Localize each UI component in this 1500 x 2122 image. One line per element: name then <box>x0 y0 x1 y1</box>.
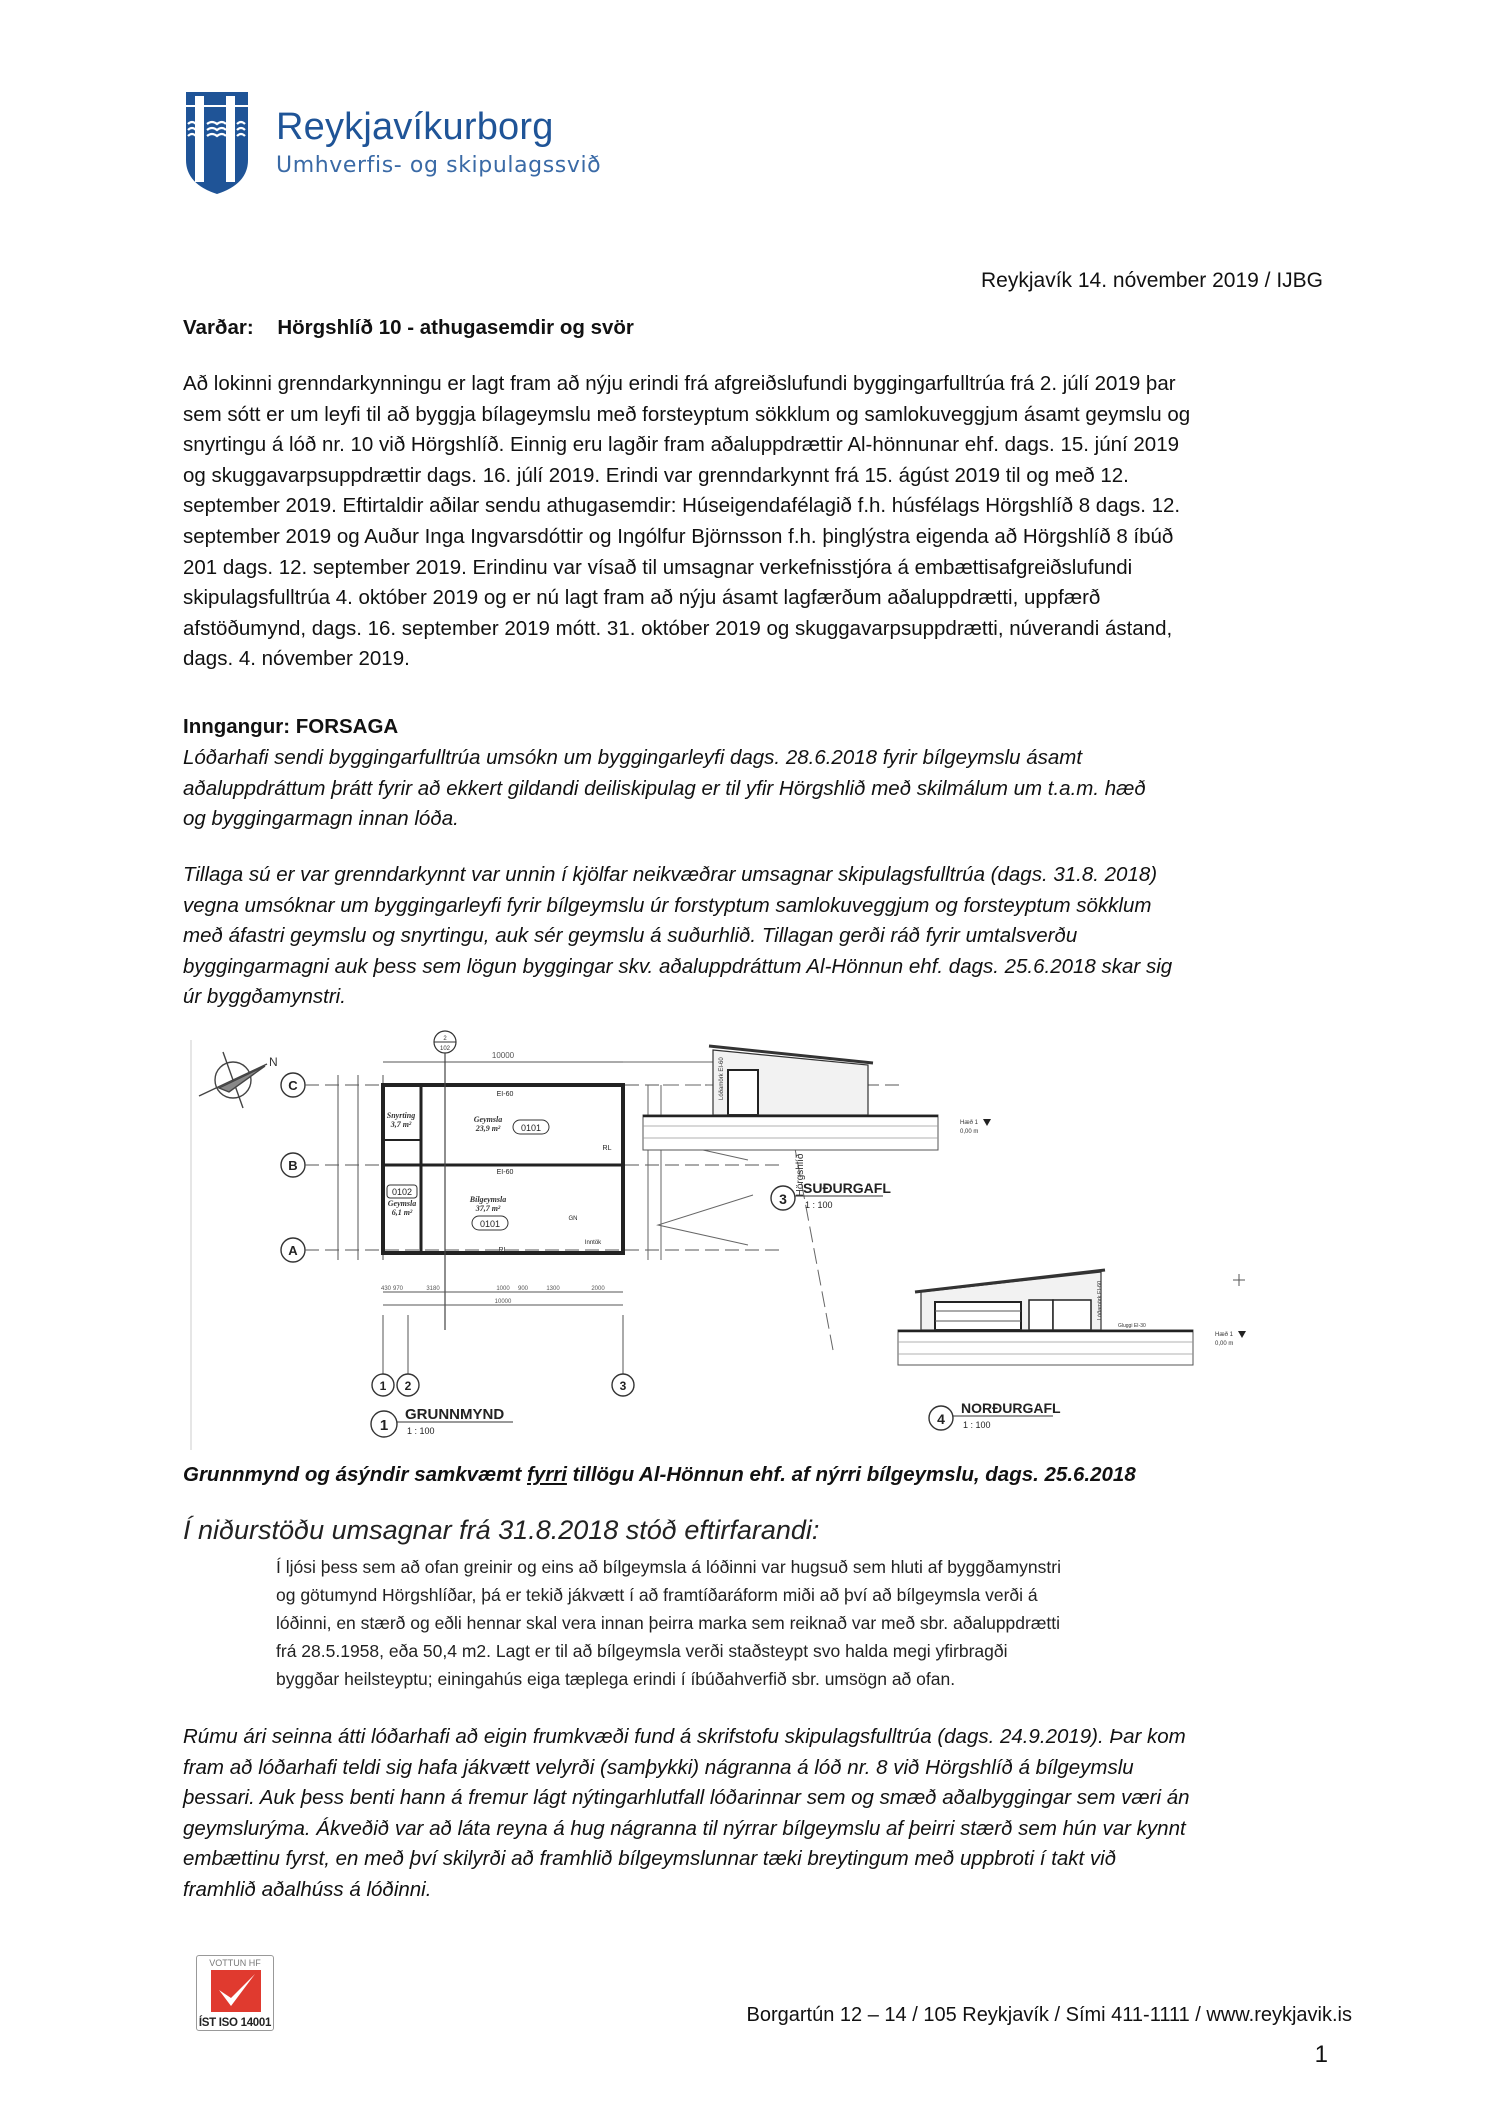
date-line: Reykjavík 14. nóvember 2019 / IJBG <box>981 269 1323 292</box>
svg-text:10000: 10000 <box>491 1051 515 1060</box>
subject-line <box>183 313 634 344</box>
svg-text:37,7 m²: 37,7 m² <box>475 1204 501 1213</box>
department-name: Umhverfis- og skipulagssvið <box>276 153 602 178</box>
svg-text:4: 4 <box>937 1411 945 1427</box>
followup-paragraph <box>183 1722 1328 1906</box>
svg-text:0,00 m: 0,00 m <box>960 1129 979 1135</box>
svg-text:Lóðamörk EI-60: Lóðamörk EI-60 <box>719 1057 725 1100</box>
svg-text:2000: 2000 <box>591 1286 605 1292</box>
svg-text:NORÐURGAFL: NORÐURGAFL <box>961 1400 1061 1416</box>
svg-text:Hæð 1: Hæð 1 <box>1215 1332 1234 1338</box>
checkmark-icon <box>211 1970 261 2012</box>
svg-text:EI-60: EI-60 <box>496 1169 514 1176</box>
svg-text:GRUNNMYND: GRUNNMYND <box>405 1406 505 1423</box>
svg-text:10000: 10000 <box>494 1299 512 1305</box>
svg-text:1: 1 <box>379 1417 389 1434</box>
svg-text:23,9 m²: 23,9 m² <box>475 1124 501 1133</box>
svg-text:970: 970 <box>392 1286 404 1292</box>
svg-text:RL: RL <box>602 1145 612 1152</box>
svg-text:1 : 100: 1 : 100 <box>963 1420 991 1430</box>
svg-text:1 : 100: 1 : 100 <box>407 1426 435 1436</box>
text-line: skipulagsfulltrúa 4. október 2019 og er nú lagt fram að nýju ásamt lagfærðum aðaluppdrætti, uppfærð <box>183 586 1101 610</box>
text-line: og skuggavarpsuppdrættir dags. 16. júlí 2019. Erindi var grenndarkynnt frá 15. ágúst 2019 til og með 12. <box>183 463 1129 487</box>
svg-text:6,1 m²: 6,1 m² <box>391 1208 413 1217</box>
svg-text:1000: 1000 <box>496 1286 510 1292</box>
cert-standard: ÍST ISO 14001 <box>198 2017 272 2029</box>
text-line: embættinu fyrst, en með því skilyrði að framhlið bílgeymslunnar tæki breytingum með uppbroti í takt við <box>183 1847 1117 1871</box>
svg-text:B: B <box>288 1158 298 1173</box>
page-number: 1 <box>1314 2041 1328 2068</box>
text-line: snyrtingu á lóð nr. 10 við Hörgshlíð. Einnig eru lagðir fram aðaluppdrættir Al-hönnunar ehf. dags. 15. júní 2019 <box>183 433 1179 457</box>
text-line: og byggingarmagn innan lóða. <box>183 807 459 831</box>
svg-text:0,00 m: 0,00 m <box>1215 1341 1234 1347</box>
text-line: september 2019 og Auður Inga Ingvarsdóttir og Ingólfur Björnsson f.h. þinglýstra eigenda að Hörgshlíð 8 íbúð <box>183 524 1174 548</box>
svg-text:0102: 0102 <box>391 1187 413 1197</box>
text-line: Rúmu ári seinna átti lóðarhafi að eigin frumkvæði fund á skrifstofu skipulagsfulltrúa (dags. 24.9.2019). Þar kom <box>183 1725 1186 1748</box>
svg-text:Gluggi EI-30: Gluggi EI-30 <box>1118 1323 1146 1329</box>
intro-paragraph <box>183 369 1328 675</box>
svg-text:Hörgshlíð: Hörgshlíð <box>795 1153 806 1197</box>
drawing-caption <box>183 1460 1136 1491</box>
header-logo <box>184 90 601 196</box>
caption-underlined: fyrri <box>527 1463 567 1486</box>
text-line: fram að lóðarhafi teldi sig hafa jákvætt velyrði (samþykki) nágranna á lóð nr. 8 við Hörgshlíð á bílgeymslu <box>183 1755 1134 1779</box>
svg-text:A: A <box>288 1243 298 1258</box>
org-name: Reykjavíkurborg <box>276 106 554 148</box>
svg-text:900: 900 <box>517 1286 529 1292</box>
svg-text:SUÐURGAFL: SUÐURGAFL <box>803 1180 891 1196</box>
text-line: sem sótt er um leyfi til að byggja bílageymslu með forsteyptum sökklum og samlokuveggjum ásamt geymslu og <box>183 402 1191 426</box>
svg-text:GN: GN <box>568 1216 578 1222</box>
text-line: Lóðarhafi sendi byggingarfulltrúa umsókn um byggingarleyfi dags. 28.6.2018 fyrir bílgeymslu ásamt <box>183 746 1083 769</box>
architectural-drawing <box>183 1030 1343 1450</box>
text-line: aðaluppdráttum þrátt fyrir að ekkert gildandi deiliskipulag er til yfir Hörgshlið með skilmálum um t.a.m. hæð <box>183 776 1146 800</box>
result-heading: Í niðurstöðu umsagnar frá 31.8.2018 stóð eftirfarandi: <box>183 1515 820 1545</box>
svg-text:Hæð 1: Hæð 1 <box>960 1120 979 1126</box>
caption-text: Grunnmynd og ásýndir samkvæmt <box>183 1463 528 1486</box>
text-line: frá 28.5.1958, eða 50,4 m2. Lagt er til að bílgeymsla verði staðsteypt svo halda megi yfirbragði <box>276 1641 1008 1661</box>
subject-text: Hörgshlíð 10 - athugasemdir og svör <box>277 316 634 339</box>
section-heading: Inngangur: FORSAGA <box>183 715 399 738</box>
cert-issuer: VOTTUN HF <box>209 1958 261 1968</box>
compass-icon <box>199 1052 278 1108</box>
text-line: geymslurýma. Ákveðið var að láta reyna á hug nágranna til nýrrar bílgeymslu af þeirri stærð sem hún var kynnt <box>183 1816 1186 1840</box>
history-paragraph-b <box>183 860 1328 1013</box>
svg-text:2: 2 <box>443 1036 447 1042</box>
iso-certification-badge <box>196 1955 274 2031</box>
quoted-excerpt <box>276 1553 1061 1693</box>
svg-text:Snyrting: Snyrting <box>386 1111 416 1120</box>
svg-text:3: 3 <box>779 1191 787 1207</box>
text-line: og götumynd Hörgshlíðar, þá er tekið jákvætt í að framtíðaráform miði að því að bílgeymsla verði á <box>276 1585 1038 1605</box>
text-line: Í ljósi þess sem að ofan greinir og eins að bílgeymsla á lóðinni var hugsuð sem hluti af byggðamynstri <box>276 1557 1061 1577</box>
svg-text:Lóðamörk EI-60: Lóðamörk EI-60 <box>1097 1280 1103 1320</box>
svg-text:Geymsla: Geymsla <box>473 1115 503 1124</box>
svg-text:3: 3 <box>619 1379 627 1393</box>
text-line: lóðinni, en stærð og eðli hennar skal vera innan þeirra marka sem reiknað var með sbr. aðaluppdrætti <box>276 1613 1061 1633</box>
north-elevation <box>898 1270 1246 1430</box>
svg-text:2: 2 <box>404 1379 412 1393</box>
floor-plan-and-elevations <box>183 1030 1343 1450</box>
svg-text:0101: 0101 <box>520 1123 542 1133</box>
caption-text: tillögu Al-Hönnun ehf. af nýrri bílgeymslu, dags. 25.6.2018 <box>566 1463 1136 1486</box>
text-line: byggingarmagni auk þess sem lögun byggingar skv. aðaluppdráttum Al-Hönnun ehf. dags. 25.6.2018 skar sig <box>183 954 1173 978</box>
svg-text:EI-60: EI-60 <box>496 1091 514 1098</box>
text-line: byggðar heilsteyptu; einingahús eiga tæplega erindi í íbúðahverfið sbr. umsögn að ofan. <box>276 1669 956 1689</box>
text-line: Að lokinni grenndarkynningu er lagt fram að nýju erindi frá afgreiðslufundi byggingarfulltrúa frá 2. júlí 2019 þar <box>183 372 1176 395</box>
svg-text:C: C <box>288 1078 298 1093</box>
svg-text:1300: 1300 <box>546 1286 560 1292</box>
svg-text:Inntök: Inntök <box>584 1240 602 1246</box>
svg-text:N: N <box>269 1055 278 1069</box>
svg-text:RL: RL <box>498 1247 508 1254</box>
text-line: með áfastri geymslu og snyrtingu, auk sér geymslu á suðurhlið. Tillagan gerði ráð fyrir umtalsverðu <box>183 924 1078 948</box>
text-line: framhlið aðalhúss á lóðinni. <box>183 1877 432 1901</box>
svg-text:102: 102 <box>439 1046 451 1052</box>
svg-text:Geymsla: Geymsla <box>387 1199 417 1208</box>
text-line: Tillaga sú er var grenndarkynnt var unnin í kjölfar neikvæðrar umsagnar skipulagsfulltrúa (dags. 31.8. 2018) <box>183 863 1158 886</box>
text-line: afstöðumynd, dags. 16. september 2019 mótt. 31. október 2019 og skuggavarpsuppdrætti, núverandi ástand, <box>183 616 1173 640</box>
svg-text:3180: 3180 <box>426 1286 440 1292</box>
text-line: 201 dags. 12. september 2019. Erindinu var vísað til umsagnar verkefnisstjóra á embættisafgreiðslufundi <box>183 555 1133 579</box>
svg-text:3,7 m²: 3,7 m² <box>390 1120 412 1129</box>
text-line: úr byggðamynstri. <box>183 985 346 1009</box>
south-elevation <box>643 1046 991 1210</box>
subject-label: Varðar: <box>183 316 254 339</box>
text-line: september 2019. Eftirtaldir aðilar sendu athugasemdir: Húseigendafélagið f.h. húsfélags Hörgshlíð 8 dags. 12. <box>183 494 1181 518</box>
footer-address: Borgartún 12 – 14 / 105 Reykjavík / Sími 411-1111 / www.reykjavik.is <box>746 2004 1352 2026</box>
svg-text:430: 430 <box>380 1286 392 1292</box>
crosshair-icon <box>1233 1274 1245 1286</box>
svg-text:0101: 0101 <box>479 1219 501 1229</box>
text-line: vegna umsóknar um byggingarleyfi fyrir bílgeymslu úr forstyptum samlokuveggjum og forsteyptum sökklum <box>183 893 1152 917</box>
reykjavik-coat-of-arms-icon <box>184 90 250 196</box>
svg-text:Bílgeymsla: Bílgeymsla <box>469 1195 507 1204</box>
history-paragraph-a <box>183 743 1328 835</box>
text-line: dags. 4. nóvember 2019. <box>183 647 410 671</box>
svg-text:1: 1 <box>379 1379 387 1393</box>
svg-text:1 : 100: 1 : 100 <box>805 1200 833 1210</box>
text-line: þessari. Auk þess benti hann á fremur lágt nýtingarhlutfall lóðarinnar sem og smæð aðalbyggingar sem væri án <box>183 1786 1190 1810</box>
